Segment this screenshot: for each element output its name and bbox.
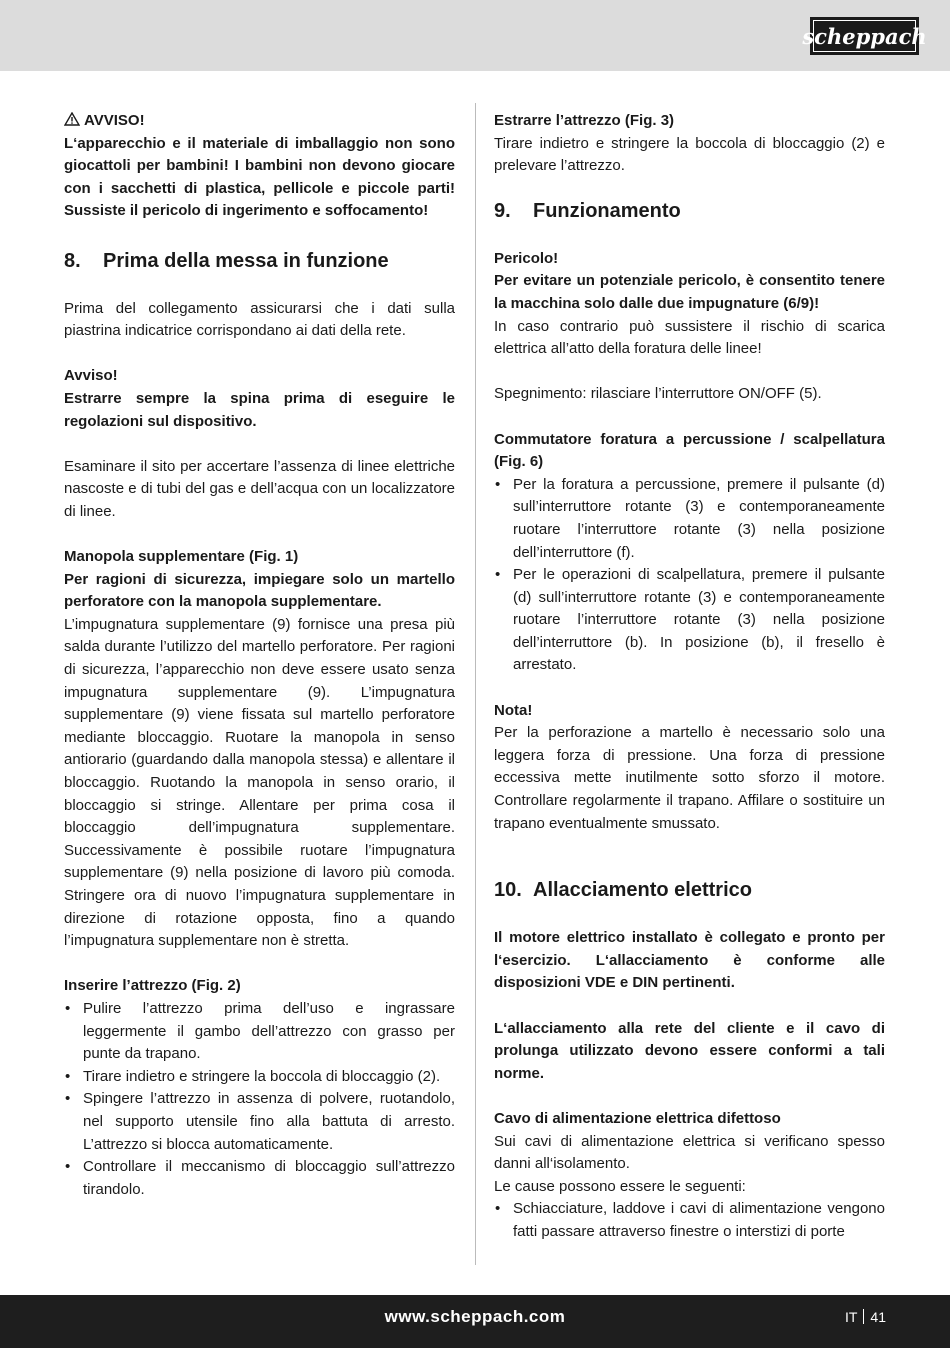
page-number: 41 bbox=[870, 1309, 886, 1325]
language-code: IT bbox=[844, 1309, 858, 1325]
section-8-number: 8. bbox=[64, 249, 81, 272]
section-9-number: 9. bbox=[494, 199, 511, 222]
header-bar bbox=[0, 0, 950, 71]
section-8-paragraph: Prima del collegamento assicurarsi che i dati sulla piastrina indicatrice corrispondano ai dati della rete. bbox=[64, 299, 455, 340]
pericolo-title: Pericolo! bbox=[494, 249, 559, 267]
list-item: • Per le operazioni di scalpellatura, premere il pulsante (d) sull’interruttore rotante (3) e contemporaneamente ruotare l’interruttore rotante (3) nella posizione dell’interruttore (b). In posizione (b), il fresello è arrestato. bbox=[495, 566, 885, 674]
section-10-number: 10. bbox=[494, 879, 522, 902]
manopola-text: L’impugnatura supplementare (9) fornisce una presa più salda durante l’utilizzo del martello perforatore. Per ragioni di sicurezza, l’apparecchio non deve essere usato senza impugnatura supplementare (9). L’impugnatura supplementare (9) viene fissata sul martello perforatore mediante bloccaggio. Ruotare la manopola in senso antiorario (guardando dalla manopola stessa) e allentare il bloccaggio. Ruotando la manopola in senso orario, il bloccaggio si stringe. Allentare per prima cosa il bloccaggio dell’impugnatura supplementare. Successivamente è possibile ruotare l’impugnatura supplementare (9) nella posizione di lavoro più comoda. Stringere ora di nuovo l’impugnatura supplementare in direzione di rotazione opposta, fino a quando l’impugnatura supplementare non è stretta. bbox=[64, 615, 455, 950]
list-item: • Tirare indietro e stringere la boccola di bloccaggio (2). bbox=[65, 1067, 441, 1085]
footer-url[interactable]: www.scheppach.com bbox=[384, 1307, 566, 1326]
list-item: • Spingere l’attrezzo in assenza di polvere, ruotandolo, nel supporto utensile fino alla battuta di arresto. L’attrezzo si blocca automaticamente. bbox=[65, 1090, 455, 1153]
nota-text: Per la perforazione a martello è necessario solo una leggera forza di pressione. Una forza di pressione eccessiva mette inutilmente sotto sforzo il motore. Controllare regolarmente il trapano. Affilare o sostituire un trapano eventualmente smussato. bbox=[494, 724, 885, 832]
list-item: • Pulire l’attrezzo prima dell’uso e ingrassare leggermente il gambo dell’attrezzo con grasso per punte da trapano. bbox=[65, 999, 455, 1063]
estrarre-title: Estrarre l’attrezzo (Fig. 3) bbox=[494, 112, 675, 129]
manopola-title: Manopola supplementare (Fig. 1) bbox=[64, 548, 299, 566]
right-column bbox=[494, 110, 885, 1266]
nota-title: Nota! bbox=[494, 701, 533, 719]
estrarre-text: Tirare indietro e stringere la boccola di bloccaggio (2) e prelevare l’attrezzo. bbox=[494, 134, 885, 175]
cavo-text-2: Le cause possono essere le seguenti: bbox=[494, 1177, 746, 1195]
sito-paragraph: Esaminare il sito per accertare l’assenza di linee elettriche nascoste e di tubi del gas e dell’acqua con un localizzatore di linee. bbox=[64, 457, 455, 520]
section-9-heading bbox=[494, 196, 885, 226]
manopola-bold: Per ragioni di sicurezza, impiegare solo un martello perforatore con la manopola supplementare. bbox=[64, 570, 455, 611]
footer-bar bbox=[0, 1295, 950, 1348]
spegnimento-text: Spegnimento: rilasciare l’interruttore ON/OFF (5). bbox=[494, 385, 822, 403]
section-8-heading bbox=[64, 246, 455, 276]
warning-heading bbox=[64, 110, 455, 133]
section-10-bold-2: L‘allacciamento alla rete del cliente e il cavo di prolunga utilizzato devono essere conformi a tali norme. bbox=[494, 1019, 885, 1082]
avviso-text: Estrarre sempre la spina prima di eseguire le regolazioni sul dispositivo. bbox=[64, 389, 455, 430]
column-divider bbox=[475, 103, 476, 1265]
avviso-title: Avviso! bbox=[64, 367, 118, 385]
cavo-list bbox=[494, 1198, 885, 1243]
cavo-text-1: Sui cavi di alimentazione elettrica si verificano spesso danni all‘isolamento. bbox=[494, 1132, 885, 1173]
inserire-list bbox=[64, 998, 455, 1201]
list-item: • Controllare il meccanismo di bloccaggio sull’attrezzo tirandolo. bbox=[65, 1158, 455, 1198]
list-item: • Per la foratura a percussione, premere il pulsante (d) sull’interruttore rotante (3) e contemporaneamente ruotare l’interruttore rotante (3) nella posizione dell’interruttore (f). bbox=[495, 475, 885, 561]
list-item: • Schiacciature, laddove i cavi di alimentazione vengono fatti passare attraverso finestre o interstizi di porte bbox=[495, 1200, 885, 1240]
inserire-title: Inserire l’attrezzo (Fig. 2) bbox=[64, 977, 241, 995]
warning-title: AVVISO! bbox=[84, 112, 145, 129]
page-separator bbox=[863, 1309, 864, 1324]
page-indicator bbox=[845, 1309, 886, 1325]
pericolo-bold: Per evitare un potenziale pericolo, è consentito tenere la macchina solo dalle due impugnature (6/9)! bbox=[494, 272, 885, 312]
scheppach-logo: scheppach bbox=[810, 17, 919, 55]
commutatore-title: Commutatore foratura a percussione / scalpellatura (Fig. 6) bbox=[494, 430, 885, 471]
pericolo-text: In caso contrario può sussistere il rischio di scarica elettrica all’atto della foratura delle linee! bbox=[494, 317, 885, 358]
warning-text: L‘apparecchio e il materiale di imballaggio non sono giocattoli per bambini! I bambini non devono giocare con i sacchetti di plastica, pellicole e piccole parti! Sussiste il pericolo di ingerimento e soffocamento! bbox=[64, 134, 455, 220]
left-column bbox=[64, 110, 455, 1224]
warning-triangle-icon bbox=[64, 112, 80, 126]
section-9-title: Funzionamento bbox=[533, 199, 681, 222]
cavo-title: Cavo di alimentazione elettrica difettoso bbox=[494, 1109, 781, 1127]
section-10-bold-1: Il motore elettrico installato è collegato e pronto per l‘esercizio. L‘allacciamento è conforme alle disposizioni VDE e DIN pertinenti. bbox=[494, 929, 885, 992]
section-8-title: Prima della messa in funzione bbox=[103, 249, 389, 272]
commutatore-list bbox=[494, 474, 885, 677]
section-10-heading bbox=[494, 875, 885, 905]
section-10-title: Allacciamento elettrico bbox=[533, 879, 752, 902]
